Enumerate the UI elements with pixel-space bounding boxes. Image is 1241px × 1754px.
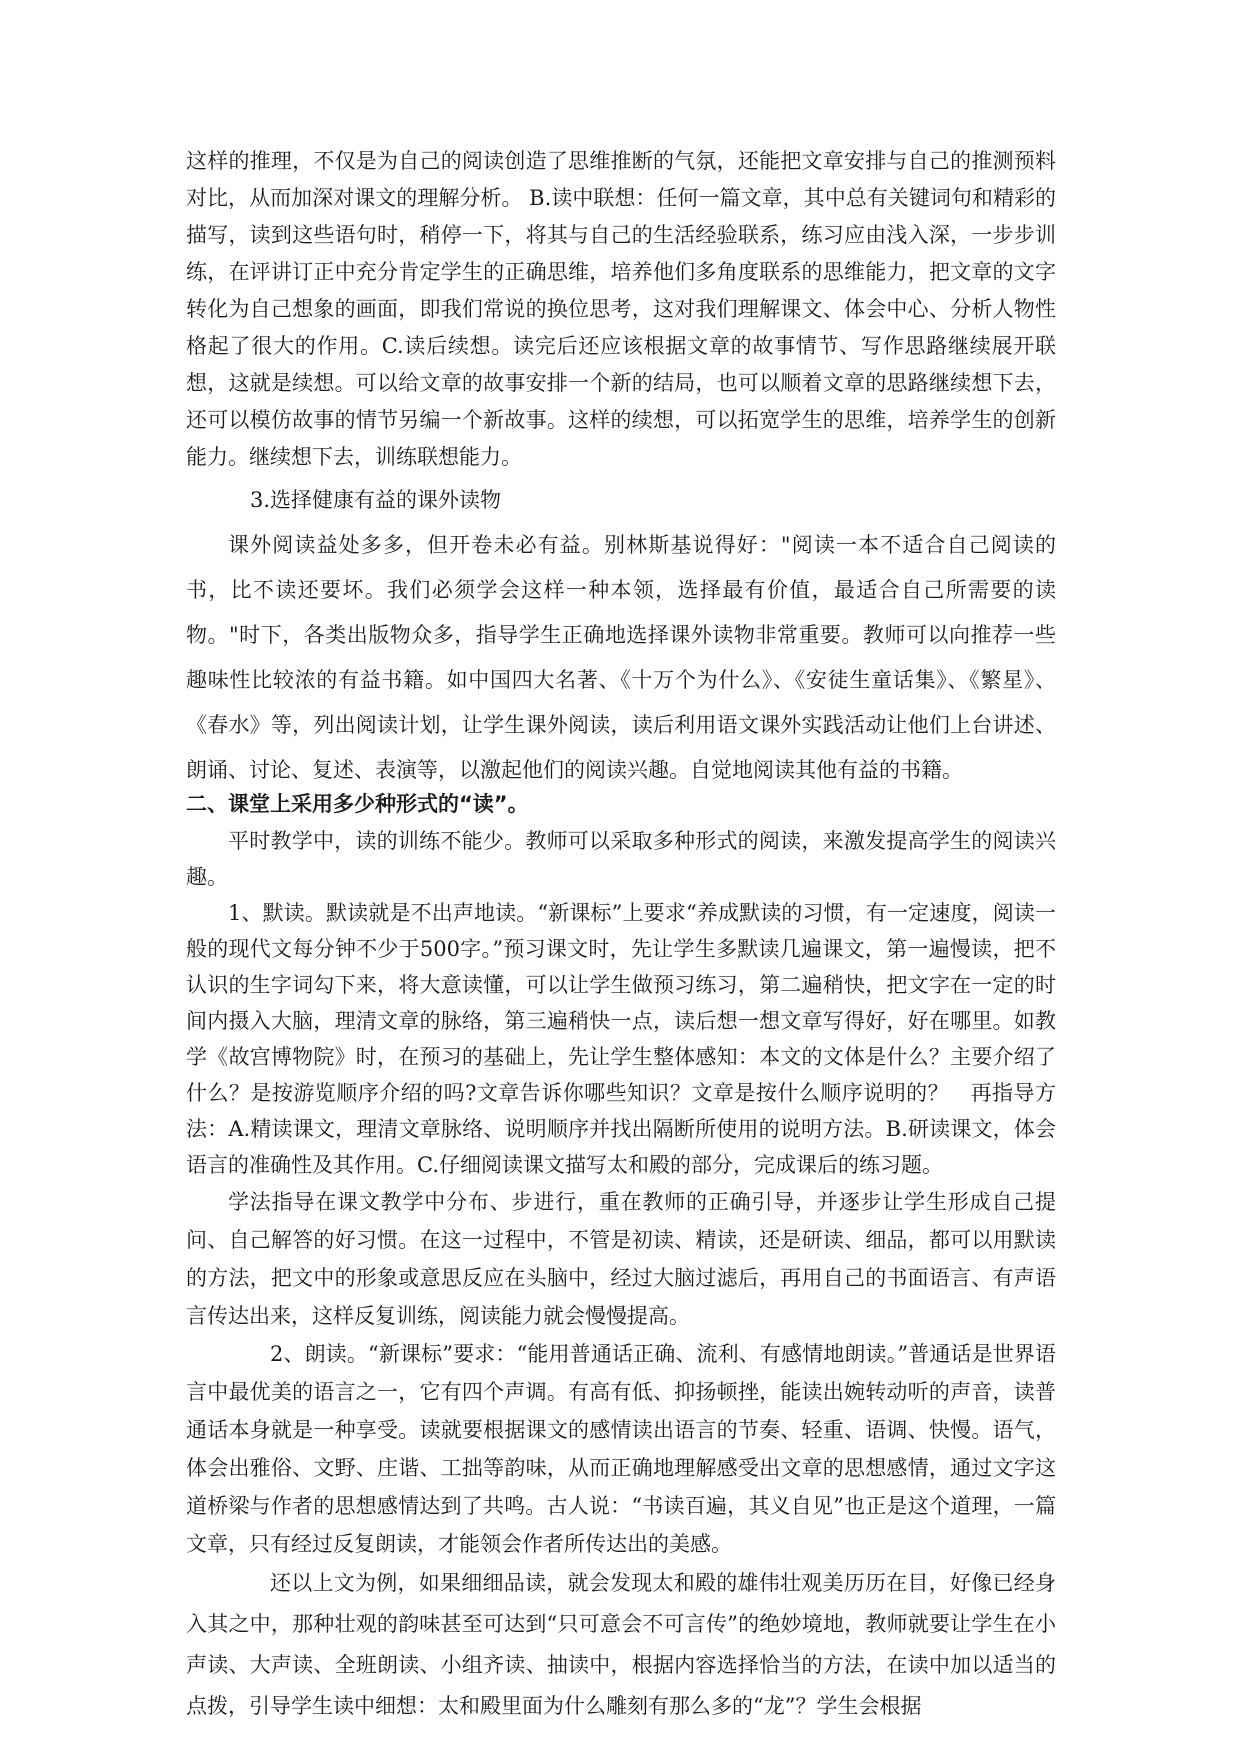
- section-heading-extracurricular: 3.选择健康有益的课外读物: [250, 488, 502, 512]
- paragraph-extracurricular-reading: 课外阅读益处多多，但开卷未必有益。别林斯基说得好："阅读一本不适合自己阅读的书，比不读还要坏。我们必须学会这样一种本领，选择最有价值，最适合自己所需要的读物。"时下，各类出版物众多，指导学生正确地选择课外读物非常重要。教师可以向推荐一些趣味性比较浓的有益书籍。如中国四大名著、《十万个为什么》、《安徒生童话集》、《繁星》、《春水》等，列出阅读计划，让学生课外阅读，读后利用语文课外实践活动让他们上台讲述、朗诵、讨论、复述、表演等，以激起他们的阅读兴趣。自觉地阅读其他有益的书籍。: [186, 533, 1056, 782]
- paragraph-reading-training: 平时教学中，读的训练不能少。教师可以采取多种形式的阅读，来激发提高学生的阅读兴趣。: [186, 829, 1056, 889]
- document-page: [186, 143, 1056, 1727]
- paragraph-example-taihe-hall: 还以上文为例，如果细细品读，就会发现太和殿的雄伟壮观美历历在目，好像已经身入其之中，那种壮观的韵味甚至可达到“只可意会不可言传”的绝妙境地，教师就要让学生在小声读、大声读、全班朗读、小组齐读、抽读中，根据内容选择恰当的方法，在读中加以适当的点拨，引导学生读中细想：太和殿里面为什么雕刻有那么多的“龙”？学生会根据: [186, 1571, 1056, 1718]
- section-heading-classroom-reading: 二、课堂上采用多少种形式的“读”。: [186, 792, 529, 816]
- paragraph-reasoning: 这样的推理，不仅是为自己的阅读创造了思维推断的气氛，还能把文章安排与自己的推测预料对比，从而加深对课文的理解分析。 B.读中联想：任何一篇文章，其中总有关键词句和精彩的描写，读到这些语句时，稍停一下，将其与自己的生活经验联系，练习应由浅入深，一步步训练，在评讲订正中充分肯定学生的正确思维，培养他们多角度联系的思维能力，把文章的文字转化为自己想象的画面，即我们常说的换位思考，这对我们理解课文、体会中心、分析人物性格起了很大的作用。C.读后续想。读完后还应该根据文章的故事情节、写作思路继续展开联想，这就是续想。可以给文章的故事安排一个新的结局，也可以顺着文章的思路继续想下去，还可以模仿故事的情节另编一个新故事。这样的续想，可以拓宽学生的思维，培养学生的创新能力。继续想下去，训练联想能力。: [186, 149, 1056, 469]
- paragraph-study-method: 学法指导在课文教学中分布、步进行，重在教师的正确引导，并逐步让学生形成自己提问、自己解答的好习惯。在这一过程中，不管是初读、精读，还是研读、细品，都可以用默读的方法，把文中的形象或意思反应在头脑中，经过大脑过滤后，再用自己的书面语言、有声语言传达出来，这样反复训练，阅读能力就会慢慢提高。: [186, 1190, 1056, 1328]
- paragraph-reading-aloud: 2、朗读。“新课标”要求：“能用普通话正确、流利、有感情地朗读。”普通话是世界语言中最优美的语言之一，它有四个声调。有高有低、抑扬顿挫，能读出婉转动听的声音，读普通话本身就是一种享受。读就要根据课文的感情读出语言的节奏、轻重、语调、快慢。语气，体会出雅俗、文野、庄谐、工拙等韵味，从而正确地理解感受出文章的思想感情，通过文字这道桥梁与作者的思想感情达到了共鸣。古人说：“书读百遍，其义自见”也正是这个道理，一篇文章，只有经过反复朗读，才能领会作者所传达出的美感。: [186, 1342, 1056, 1556]
- paragraph-silent-reading: 1、默读。默读就是不出声地读。“新课标”上要求“养成默读的习惯，有一定速度，阅读一般的现代文每分钟不少于500字。”预习课文时，先让学生多默读几遍课文，第一遍慢读，把不认识的生字词勾下来，将大意读懂，可以让学生做预习练习，第二遍稍快，把文字在一定的时间内摄入大脑，理清文章的脉络，第三遍稍快一点，读后想一想文章写得好，好在哪里。如教学《故宫博物院》时，在预习的基础上，先让学生整体感知：本文的文体是什么？主要介绍了什么？是按游览顺序介绍的吗?文章告诉你哪些知识？文章是按什么顺序说明的？ 再指导方法：A.精读课文，理清文章脉络、说明顺序并找出隔断所使用的说明方法。B.研读课文，体会语言的准确性及其作用。C.仔细阅读课文描写太和殿的部分，完成课后的练习题。: [186, 901, 1056, 1177]
